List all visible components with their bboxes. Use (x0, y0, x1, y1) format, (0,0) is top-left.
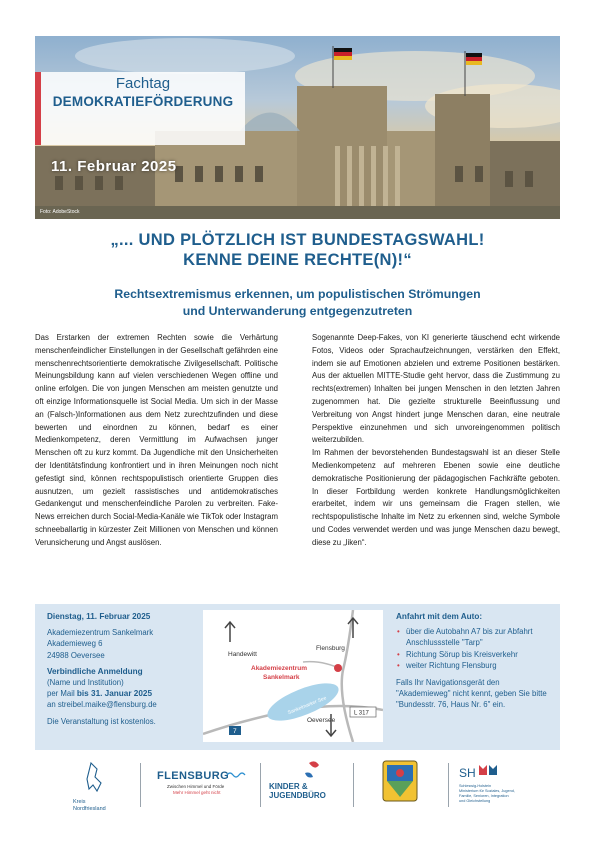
photo-credit: Foto: AdobeStock (40, 209, 80, 215)
headline-line-1: „... UND PLÖTZLICH IST BUNDESTAGSWAHL! (110, 231, 485, 249)
kjb-wordmark (267, 755, 339, 815)
kreis-label: Kreis (73, 799, 86, 805)
list-item: • weiter Richtung Flensburg (396, 660, 556, 671)
event-type: Fachtag (115, 75, 171, 92)
body-text-left: Das Erstarken der extremen Rechten sowie die Verhärtung menschenfeindlicher Einstellungen in der Gesellschaft gefährden eine menschenrechtsorientierte demokratische Zivilgesellschaft. Politische Meinungsbildung kann auf vielen verschiedenen Wegen offline und online erfolgen. Die von jungen Menschen am meisten genutzte und oft einzige Informationsquelle ist Social Media. Um sich in der Masse an (Falsch-)Informationen aus dem Netz zurechtzufinden und diese bewerten und einordnen zu können, bedarf es einer Medienkompetenz, deren Vermittlung im Aufwachsen junger Menschen oft zu kurz kommt. Da Jugendliche mit den Unsicherheiten der Identitätsfindung konfrontiert und in ihren Meinungen noch nicht gefestigt sind, können rechtspopulistisch orientierte Gruppen dies ausnutzen, um gezielt rassistisches und antidemokratisches Gedankengut und menschenfeindliche Parolen zu verbreiten. Fake-News erreichen durch Social-Media-Kanäle wie TikTok oder Instagram schneeballartig in kürzester Zeit Millionen von Menschen und können Verunsicherung und Angst auslösen. (35, 333, 278, 547)
list-item: • über die Autobahn A7 bis zur Abfahrt Anschlussstelle "Tarp" (396, 626, 556, 648)
map-road-a7: 7 (233, 728, 237, 735)
registration-deadline: bis 31. Januar 2025 (76, 689, 153, 699)
nordfriesland-map-icon (67, 755, 127, 815)
kinder-jugendbuero-logo (267, 755, 339, 815)
map-label-flensburg: Flensburg (316, 645, 345, 652)
registration-deadline-line (47, 688, 199, 699)
sh-text-3: Familie, Senioren, Integration (459, 794, 509, 798)
sh-wordmark (457, 755, 553, 815)
coat-of-arms-icon (363, 755, 437, 815)
registration-email-link[interactable]: streibel.maike@flensburg.de (57, 700, 157, 710)
event-topic: DEMOKRATIEFÖRDERUNG (52, 94, 234, 109)
flensburg-tagline-1: Zwischen Himmel und Förde (167, 784, 225, 789)
free-admission-note: Die Veranstaltung ist kostenlos. (47, 716, 156, 726)
kjb-line-2: JUGENDBÜRO (269, 791, 326, 800)
map-label-venue-2: Sankelmark (263, 674, 300, 681)
body-paragraph-2: Im Rahmen der bevorstehenden Bundestagswahl ist an dieser Stelle Medienkompetenz auf mehreren Ebenen sowie eine deutliche demokratische Positionierung der pädagogischen Fachkräfte geboten. In dieser Fortbildung werden konkrete Handlungsmöglichkeiten erarbeitet, indem wir uns gemeinsam die Fragen stellen, wie rechtspopulistische Inhalte im Netz zu erkennen sind, welche Symbole und Codes verwendet werden und was junge Menschen dazu bewegt, diese zu „liken“. (312, 448, 560, 547)
venue-name: Akademiezentrum Sankelmark (47, 628, 154, 638)
venue-street: Akademieweg 6 (47, 639, 103, 649)
event-label-box (35, 72, 245, 145)
map-road-l317: L 317 (354, 710, 369, 717)
venue-city: 24988 Oeversee (47, 650, 105, 660)
flensburg-wordmark (153, 755, 249, 815)
car-directions-list (396, 626, 556, 671)
sh-text-2: Ministerium für Soziales, Jugend, (459, 789, 515, 793)
partner-logos (35, 755, 560, 815)
sh-text-1: Schleswig-Holstein (459, 784, 492, 788)
registration-title: Verbindliche Anmeldung (47, 666, 143, 676)
nordfriesland-label: Nordfriesland (73, 806, 106, 812)
logo-divider (140, 763, 141, 807)
car-directions (396, 611, 556, 711)
navigation-note: Falls Ihr Navigationsgerät den "Akademieweg" nicht kennt, geben Sie bitte "Bundesstr. 76, Haus Nr. 6" ein. (396, 678, 547, 710)
body-paragraph-1: Sogenannte Deep-Fakes, von KI generierte täuschend echt wirkende Fotos, Videos oder Sprachaufzeichnungen, verstärken den Effekt, indem sie auf Emotionen abzielen und extreme Positionen bestärken. Aus der aktuellen MITTE-Studie geht hervor, dass die Zustimmung zu rechts(extremen) Inhalten bei jungen Menschen in den letzten Jahren zugenommen hat. Die gezielte strukturelle Beeinflussung und Verbreitung von Angst hindert junge Menschen daran, eine neutrale Perspektive einzunehmen und sich unvoreingenommen politisch weiterzubilden. (312, 333, 560, 445)
map-label-oeversee: Oeversee (307, 717, 336, 724)
logo-divider (353, 763, 354, 807)
body-text-right (312, 332, 560, 550)
registration-at: an (47, 700, 58, 710)
flensburg-logo (153, 755, 249, 815)
kjb-line-1: KINDER & (269, 782, 308, 791)
flensburg-name: FLENSBURG (157, 770, 230, 782)
map-label-venue-1: Akademiezentrum (251, 665, 307, 672)
sh-text-4: und Gleichstellung (459, 799, 491, 803)
registration-prefix: per Mail (47, 689, 77, 699)
directions-map (203, 610, 383, 742)
car-directions-title: Anfahrt mit dem Auto: (396, 612, 483, 621)
schleswig-holstein-logo (457, 755, 553, 815)
sh-name: SH (459, 766, 476, 780)
info-box (35, 604, 560, 750)
subheadline-line-2: und Unterwanderung entgegenzutreten (182, 304, 413, 318)
hero-image (35, 36, 560, 219)
event-details (47, 611, 199, 727)
logo-divider (448, 763, 449, 807)
map-lake-label: Sankelmarker See (287, 695, 328, 717)
headline-line-2: KENNE DEINE RECHTE(N)!“ (183, 251, 412, 269)
event-date: 11. Februar 2025 (51, 158, 177, 175)
map-label-handewitt: Handewitt (228, 651, 257, 658)
registration-note: (Name und Institution) (47, 678, 124, 688)
subheadline-line-1: Rechtsextremismus erkennen, um populistischen Strömungen (114, 287, 481, 301)
map-graphic (203, 610, 383, 742)
event-day: Dienstag, 11. Februar 2025 (47, 612, 151, 621)
coat-of-arms-logo (363, 755, 437, 815)
flensburg-tagline-2: Mehr Himmel geht nicht (173, 790, 221, 795)
list-item: • Richtung Sörup bis Kreisverkehr (396, 649, 556, 660)
kreis-nordfriesland-logo (67, 755, 127, 815)
registration-email-line (47, 699, 199, 710)
logo-divider (260, 763, 261, 807)
